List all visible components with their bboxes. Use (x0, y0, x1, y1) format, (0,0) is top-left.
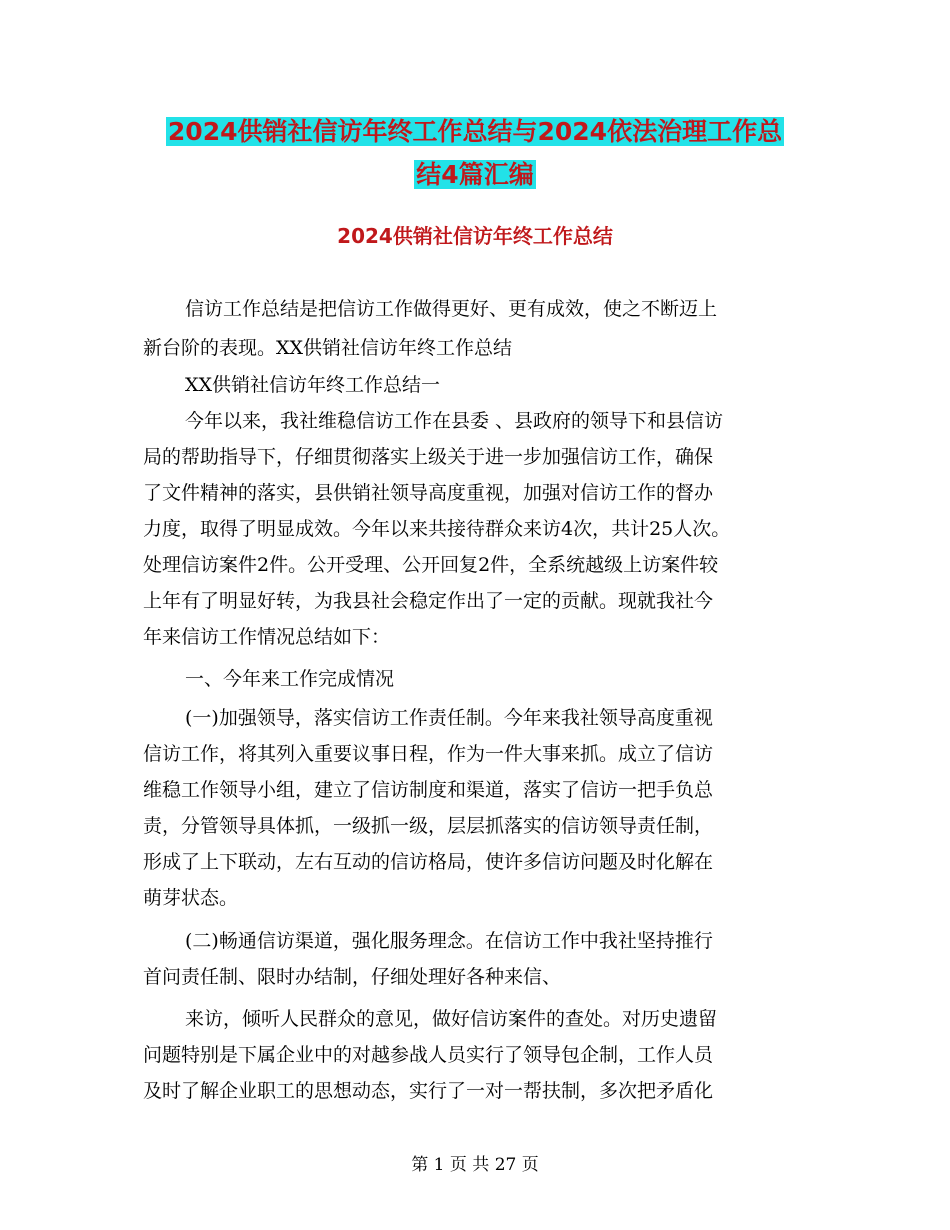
body-line: 今年以来，我社维稳信访工作在县委 、县政府的领导下和县信访 (185, 410, 724, 432)
body-line: 形成了上下联动，左右互动的信访格局，使许多信访问题及时化解在 (143, 851, 714, 873)
body-line: 新台阶的表现。XX供销社信访年终工作总结 (143, 337, 513, 359)
body-line: 萌芽状态。 (143, 887, 239, 909)
document-title-line-1: 2024供销社信访年终工作总结与2024依法治理工作总 (167, 117, 783, 146)
body-line: 信访工作总结是把信访工作做得更好、更有成效，使之不断迈上 (185, 298, 718, 320)
body-line: (二)畅通信访渠道，强化服务理念。在信访工作中我社坚持推行 (185, 930, 713, 952)
body-line: 处理信访案件2件。公开受理、公开回复2件，全系统越级上访案件较 (143, 554, 719, 576)
body-line: 首问责任制、限时办结制，仔细处理好各种来信、 (143, 966, 562, 988)
body-line: 及时了解企业职工的思想动态，实行了一对一帮扶制，多次把矛盾化 (143, 1080, 714, 1102)
body-line: 责，分管领导具体抓，一级抓一级，层层抓落实的信访领导责任制， (143, 815, 714, 837)
body-line: 来访，倾听人民群众的意见，做好信访案件的查处。对历史遗留 (185, 1008, 718, 1030)
body-line: 问题特别是下属企业中的对越参战人员实行了领导包企制，工作人员 (143, 1044, 714, 1066)
body-line: 信访工作，将其列入重要议事日程，作为一件大事来抓。成立了信访 (143, 743, 714, 765)
body-line: 上年有了明显好转，为我县社会稳定作出了一定的贡献。现就我社今 (143, 590, 714, 612)
body-line: 维稳工作领导小组，建立了信访制度和渠道，落实了信访一把手负总 (143, 779, 714, 801)
body-line: 了文件精神的落实，县供销社领导高度重视，加强对信访工作的督办 (143, 482, 714, 504)
section-title: 2024供销社信访年终工作总结 (337, 224, 613, 248)
body-line: 局的帮助指导下，仔细贯彻落实上级关于进一步加强信访工作，确保 (143, 446, 714, 468)
body-line: 年来信访工作情况总结如下： (143, 626, 391, 648)
page-number-footer: 第 1 页 共 27 页 (411, 1155, 539, 1175)
body-line: XX供销社信访年终工作总结一 (185, 374, 441, 396)
body-line: (一)加强领导，落实信访工作责任制。今年来我社领导高度重视 (185, 707, 713, 729)
body-line: 一、今年来工作完成情况 (185, 668, 395, 690)
document-title-line-2: 结4篇汇编 (416, 160, 534, 189)
body-line: 力度，取得了明显成效。今年以来共接待群众来访4次，共计25人次。 (143, 518, 731, 540)
